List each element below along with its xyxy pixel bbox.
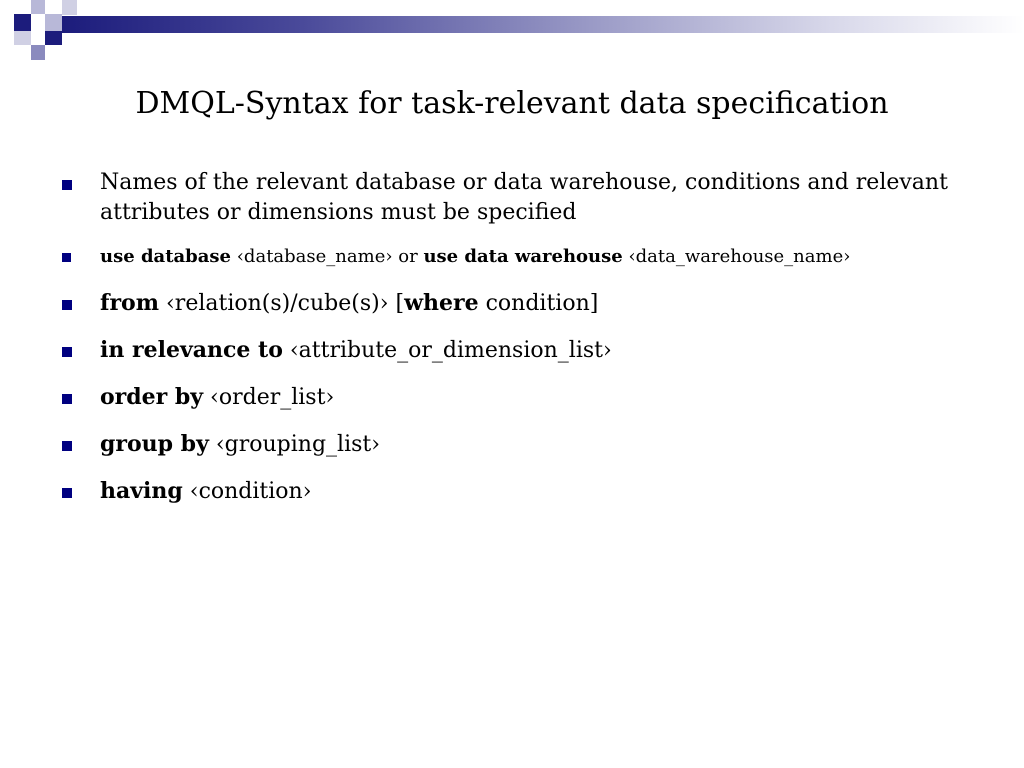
- keyword: having: [100, 478, 183, 504]
- argument: ‹attribute_or_dimension_list›: [282, 338, 612, 363]
- bullet-item: [62, 288, 982, 319]
- argument: condition]: [478, 291, 599, 316]
- argument: ‹order_list›: [203, 385, 335, 410]
- keyword: order by: [100, 384, 204, 410]
- header-decoration: [0, 0, 1024, 64]
- argument: ‹data_warehouse_name›: [622, 246, 851, 267]
- keyword: in relevance to: [100, 337, 283, 363]
- square-bullet-icon: [62, 394, 72, 404]
- square-bullet-icon: [62, 347, 72, 357]
- deco-square: [31, 0, 45, 14]
- argument: ‹relation(s)/cube(s)› [: [159, 291, 405, 316]
- argument: ‹grouping_list›: [208, 432, 381, 457]
- keyword: from: [100, 290, 160, 316]
- bullet-item: [62, 168, 982, 228]
- argument: ‹database_name› or: [231, 246, 424, 267]
- bullet-item: [62, 335, 982, 366]
- deco-square: [45, 14, 62, 31]
- bullet-item: [62, 429, 982, 460]
- square-bullet-icon: [62, 180, 72, 190]
- square-bullet-icon: [62, 300, 72, 310]
- bullet-text: Names of the relevant database or data warehouse, conditions and relevant attributes or dimensions must be specified: [100, 170, 948, 225]
- bullet-item: [62, 476, 982, 507]
- argument: ‹condition›: [182, 479, 312, 504]
- keyword: use data warehouse: [423, 246, 623, 267]
- header-gradient-bar: [62, 16, 1024, 33]
- bullet-item: [62, 382, 982, 413]
- deco-square: [31, 45, 45, 60]
- deco-square: [45, 31, 62, 45]
- keyword: where: [404, 290, 479, 316]
- slide-title: DMQL-Syntax for task-relevant data specification: [135, 86, 889, 121]
- keyword: use database: [100, 246, 232, 267]
- square-bullet-icon: [62, 488, 72, 498]
- bullet-list: [62, 168, 982, 523]
- deco-square: [14, 31, 31, 45]
- deco-square: [62, 0, 77, 15]
- deco-square: [14, 14, 31, 31]
- square-bullet-icon: [62, 253, 71, 262]
- square-bullet-icon: [62, 441, 72, 451]
- keyword: group by: [100, 431, 209, 457]
- bullet-item: [62, 244, 982, 270]
